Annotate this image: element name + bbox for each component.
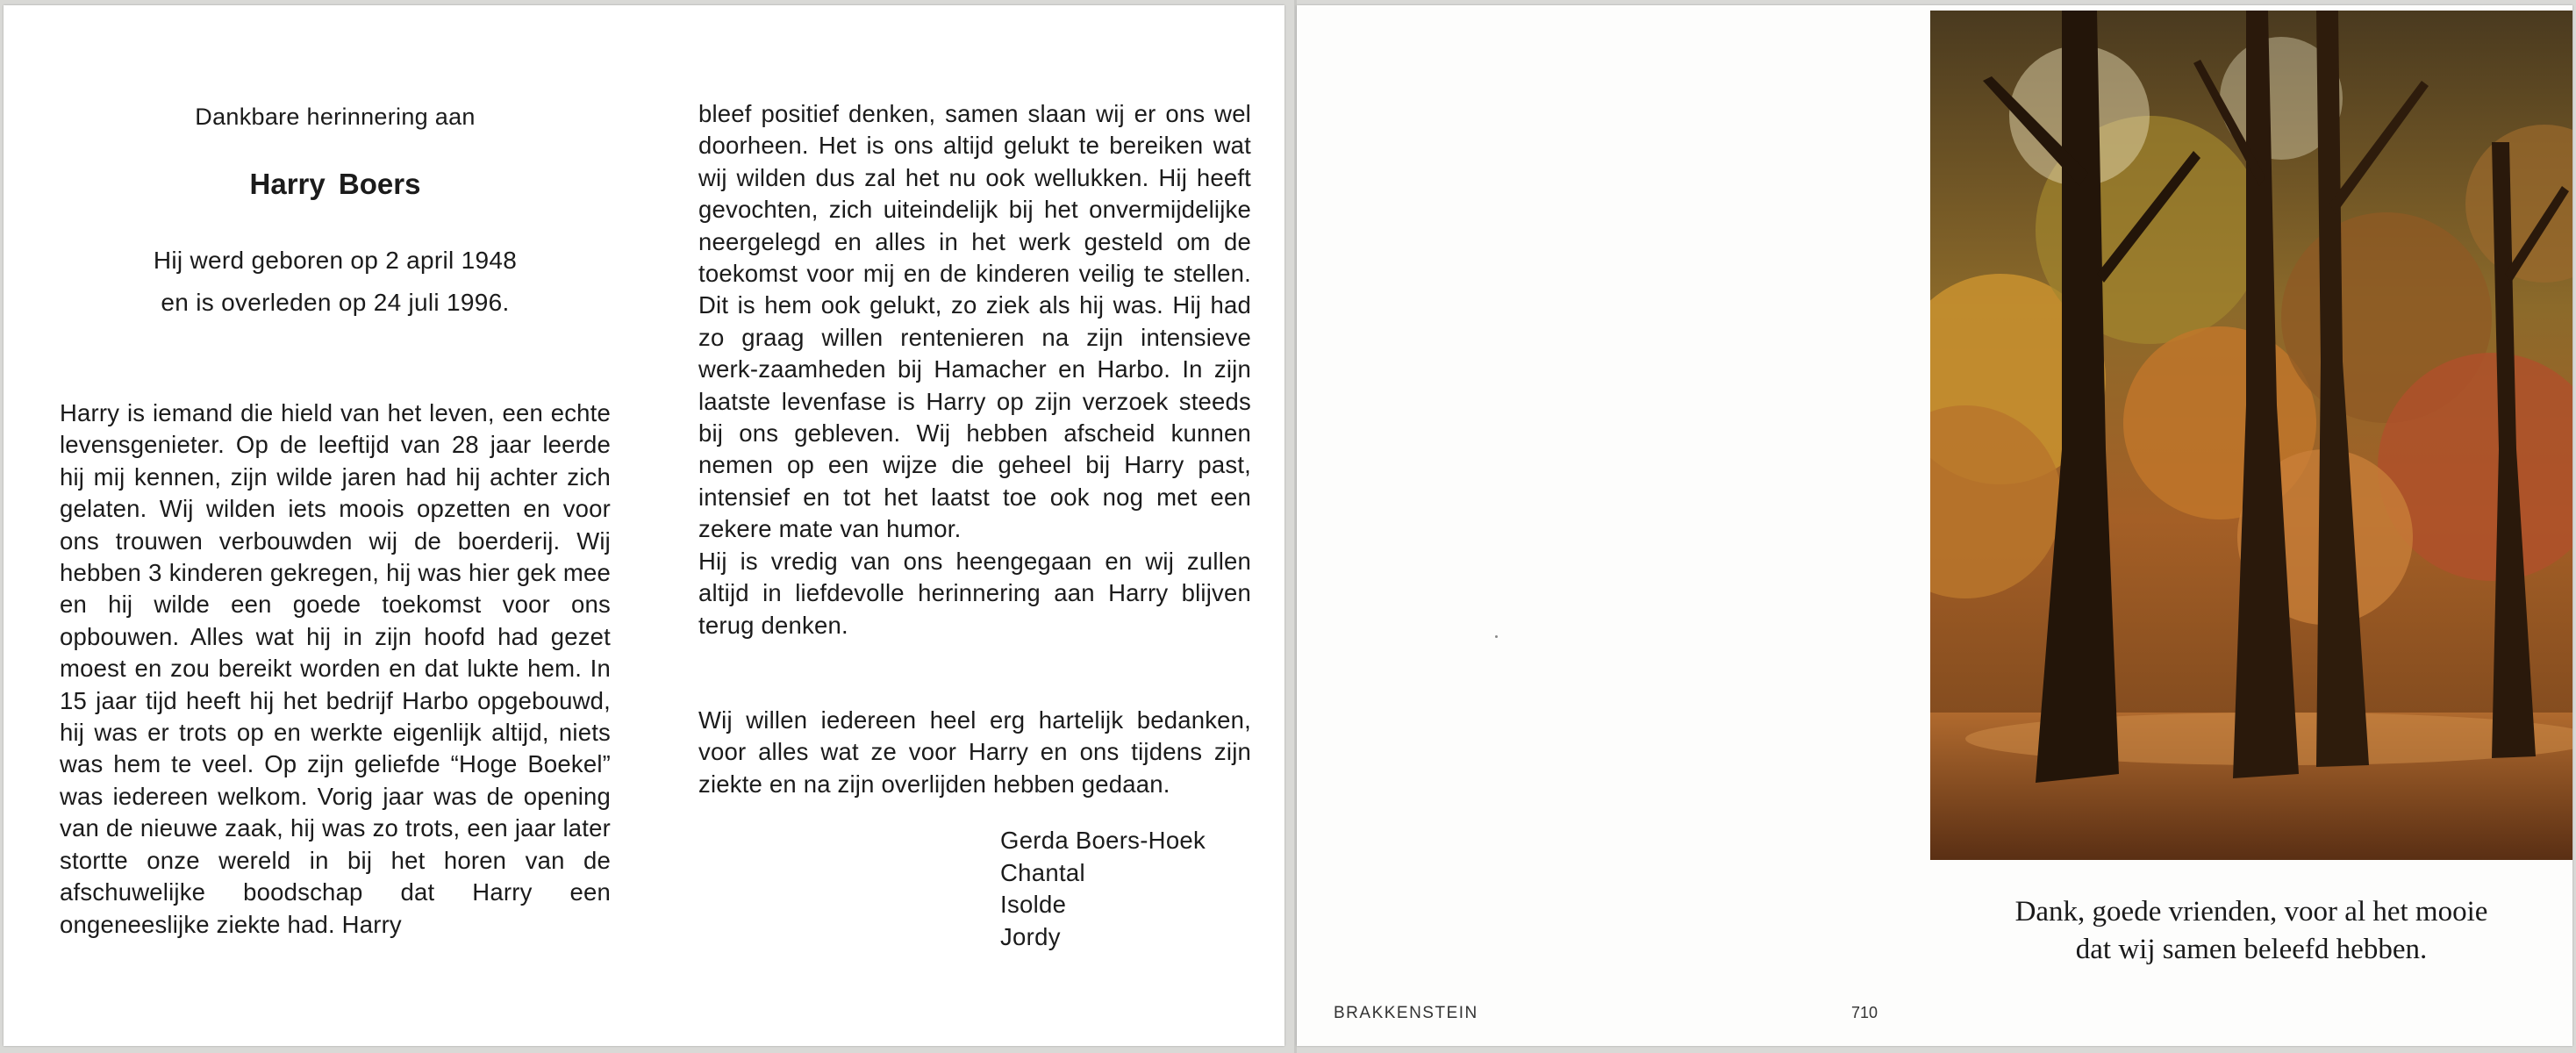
intro-line: Dankbare herinnering aan (195, 104, 476, 130)
caption-line-2: dat wij samen beleefd hebben. (2075, 934, 2428, 965)
publisher-mark: BRAKKENSTEIN (1334, 1004, 1478, 1022)
caption-line-1: Dank, goede vrienden, voor al het mooie (2014, 896, 2488, 928)
right-column (698, 98, 1251, 953)
thanks-paragraph: Wij willen iedereen heel erg hartelijk bedanken, voor alles wat ze voor Harry en ons tijdens zijn ziekte en na zijn overlijden hebben gedaan. (698, 706, 1251, 798)
story-paragraph-1: Harry is iemand die hield van het leven, een echte levensgenieter. Op de leeftijd van 28 jaar leerde hij mij kennen, zijn wilde jaren had hij achter zich gelaten. Wij wilden iets moois opzetten en voor ons trouwen verbouwden wij de boerderij. Wij hebben 3 kinderen gekregen, hij was hier gek mee en hij wilde een goede toekomst voor ons opbouwen. Alles wat hij in zijn hoofd had gezet moest en zou bereikt worden en dat lukte hem. In 15 jaar tijd heeft hij het bedrijf Harbo opgebouwd, hij was er trots op en werkte eigenlijk altijd, niets was hem te veel. Op zijn geliefde “Hoge Boekel” was iedereen welkom. Vorig jaar was de opening van de nieuwe zaak, hij was zo trots, een jaar later stortte onze wereld in bij het horen van de afschuwelijke boodschap dat Harry een ongeneeslijke ziekte had. Harry (60, 399, 611, 938)
story-paragraph-3: Hij is vredig van ons heengegaan en wij zullen altijd in liefdevolle herinnering aan Harry blijven terug denken. (698, 547, 1251, 639)
birth-line: Hij werd geboren op 2 april 1948 (153, 247, 518, 274)
death-line: en is overleden op 24 juli 1996. (161, 289, 510, 316)
signer-name: Isolde (1000, 891, 1067, 919)
memorial-card-cover (1297, 5, 2572, 1046)
story-paragraph-2: bleef positief denken, samen slaan wij er ons wel doorheen. Het is ons altijd gelukt te bereiken wat wij wilden dus zal het nu ook wellukken. Hij heeft gevochten, zich uiteindelijk bij het onvermijdelijke neergelegd en alles in het werk gesteld om de toekomst voor mij en de kinderen veilig te stellen. Dit is hem ook gelukt, zo ziek als hij was. Hij had zo graag willen rentenieren na zijn intensieve werk-zaamheden bij Hamacher en Harbo. In zijn laatste levenfase is Harry op zijn verzoek steeds bij ons gebleven. Wij hebben afscheid kunnen nemen op een wijze die geheel bij Harry past, intensief en tot het laatst toe ook nog met een zekere mate van humor. (698, 100, 1251, 543)
deceased-name: Harry Boers (249, 168, 421, 200)
left-column (60, 104, 611, 941)
life-dates (60, 240, 611, 324)
signer-name: Gerda Boers-Hoek (1000, 827, 1206, 855)
autumn-forest-photo (1930, 11, 2572, 860)
signer-name: Chantal (1000, 858, 1085, 886)
paper-speck (1495, 635, 1498, 638)
memorial-caption (1930, 893, 2572, 969)
forest-illustration (1930, 11, 2572, 860)
memorial-card-inside (4, 5, 1284, 1046)
card-code: 710 (1851, 1004, 1878, 1021)
signer-name: Jordy (1000, 922, 1061, 950)
signers-list (1000, 825, 1251, 953)
